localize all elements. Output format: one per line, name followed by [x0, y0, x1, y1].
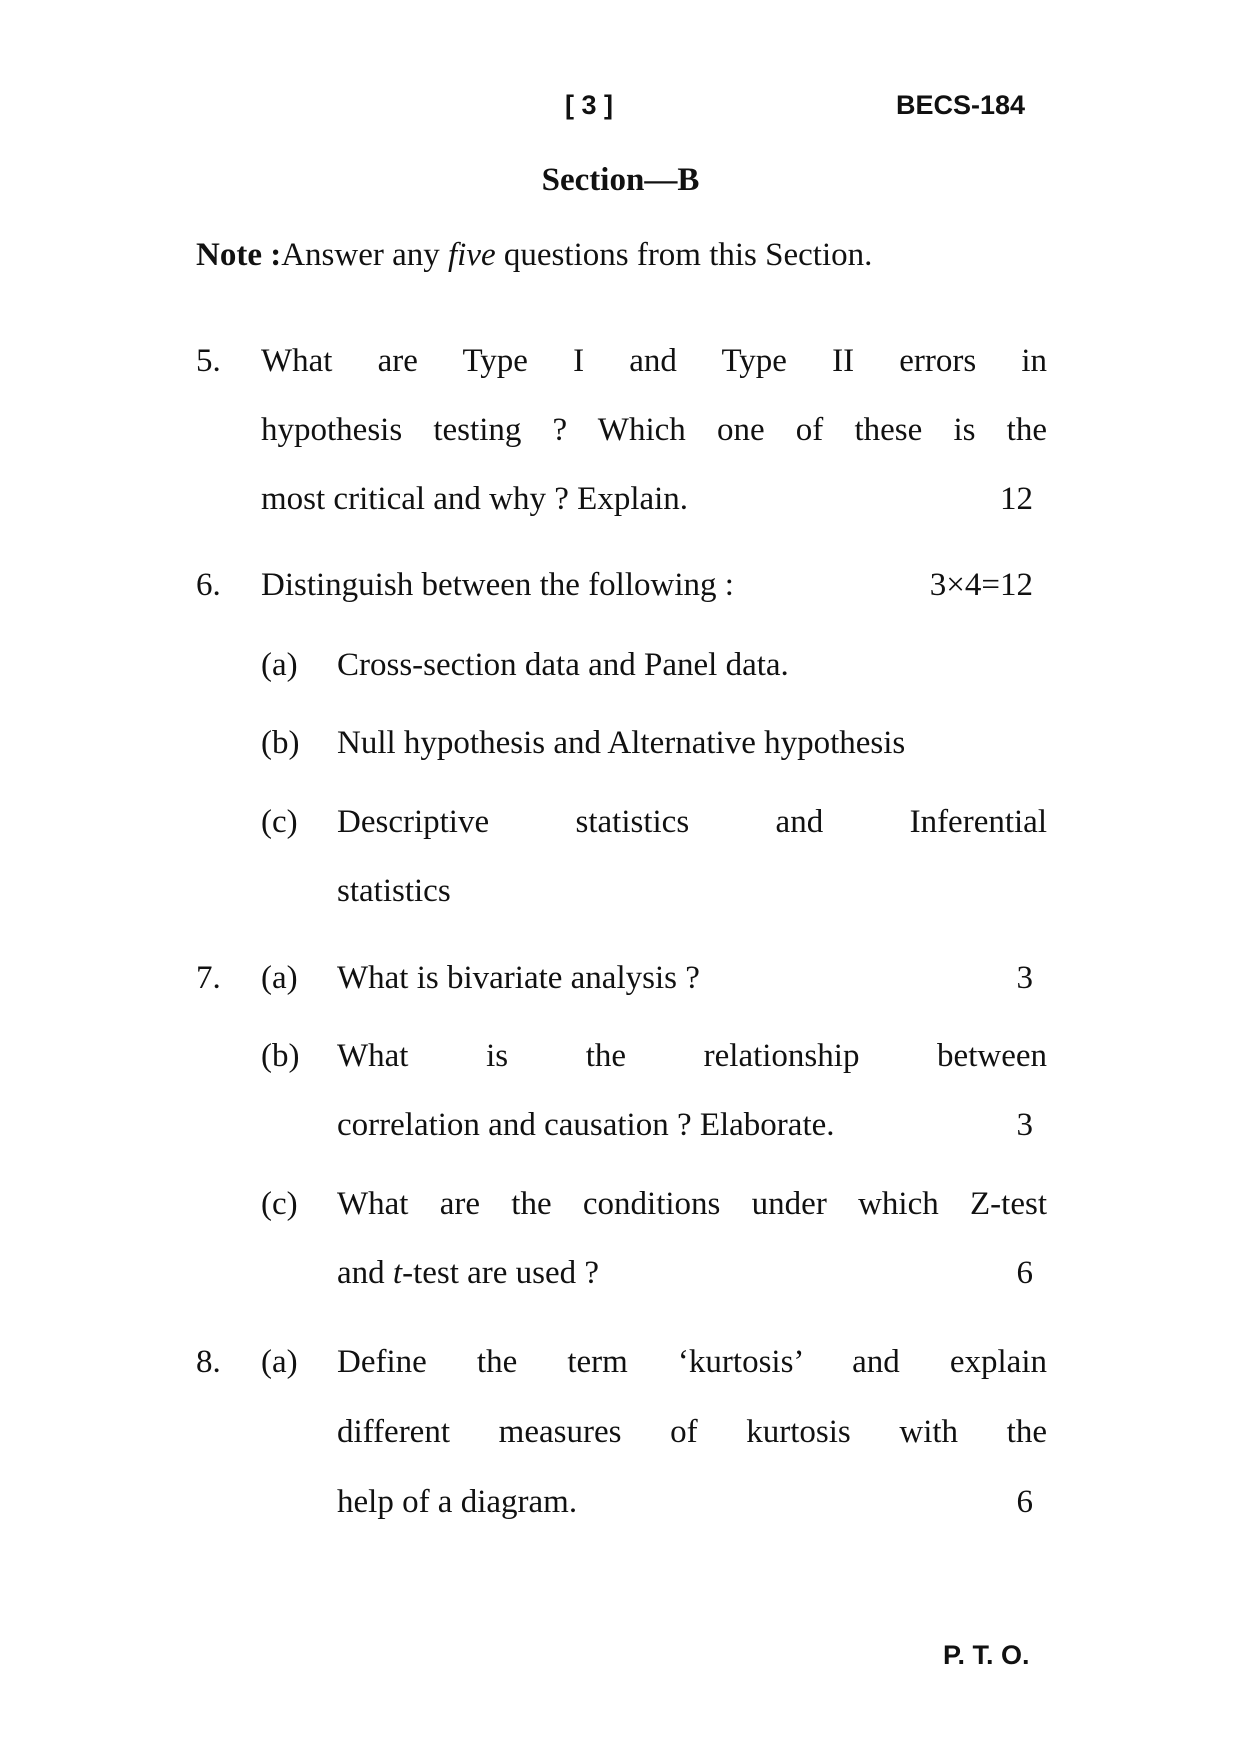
subpart-marks: 3	[1016, 960, 1033, 996]
subpart-text-line: correlation and causation ? Elaborate.	[337, 1107, 835, 1143]
subpart-marks: 6	[1016, 1484, 1033, 1520]
subpart-text-line	[337, 1255, 1047, 1292]
subpart-text-line: help of a diagram.	[337, 1484, 578, 1520]
page-number: [ 3 ]	[565, 90, 614, 120]
subpart-label: (a)	[261, 647, 298, 683]
subpart-text-line: different measures of kurtosis with the	[337, 1414, 1047, 1450]
subpart-marks: 3	[1016, 1107, 1033, 1143]
subpart-text-line: Descriptive statistics and Inferential	[337, 804, 1047, 840]
subpart-label: (c)	[261, 1186, 298, 1222]
note-text-before: Answer any	[281, 237, 449, 273]
subpart-label: (a)	[261, 1344, 298, 1380]
subpart-label: (b)	[261, 725, 300, 761]
page-turn-note: P. T. O.	[943, 1640, 1030, 1670]
subpart-text-line: Null hypothesis and Alternative hypothesis	[337, 725, 906, 761]
note-emphasis: five	[448, 237, 496, 273]
subpart-marks: 6	[1016, 1255, 1033, 1291]
question-text-line: Distinguish between the following :	[261, 567, 734, 603]
question-text-line: most critical and why ? Explain.	[261, 481, 689, 517]
subpart-text-line: Cross-section data and Panel data.	[337, 647, 789, 683]
text-fragment: and	[337, 1255, 393, 1291]
paper-code: BECS-184	[896, 90, 1026, 120]
subpart-label: (a)	[261, 960, 298, 996]
subpart-label: (c)	[261, 804, 298, 840]
subpart-text-line: What are the conditions under which Z-test	[337, 1186, 1047, 1222]
subpart-text-line: statistics	[337, 873, 451, 909]
question-marks: 3×4=12	[929, 567, 1033, 603]
question-number: 7.	[196, 960, 221, 996]
subpart-label: (b)	[261, 1038, 300, 1074]
question-number: 5.	[196, 343, 221, 379]
text-fragment: -test are used ?	[402, 1255, 600, 1291]
question-text-line: hypothesis testing ? Which one of these is the	[261, 412, 1047, 448]
question-text-line: What are Type I and Type II errors in	[261, 343, 1047, 379]
note-label: Note :	[196, 237, 282, 273]
section-title: Section—B	[541, 162, 700, 198]
note-text-after: questions from this Section.	[495, 237, 873, 273]
question-number: 8.	[196, 1344, 221, 1380]
question-marks: 12	[1000, 481, 1033, 517]
subpart-text-line: What is the relationship between	[337, 1038, 1047, 1074]
subpart-text-line: What is bivariate analysis ?	[337, 960, 700, 996]
section-note	[196, 237, 872, 274]
subpart-text-line: Define the term ‘kurtosis’ and explain	[337, 1344, 1047, 1380]
italic-symbol: t	[392, 1255, 403, 1291]
question-number: 6.	[196, 567, 221, 603]
